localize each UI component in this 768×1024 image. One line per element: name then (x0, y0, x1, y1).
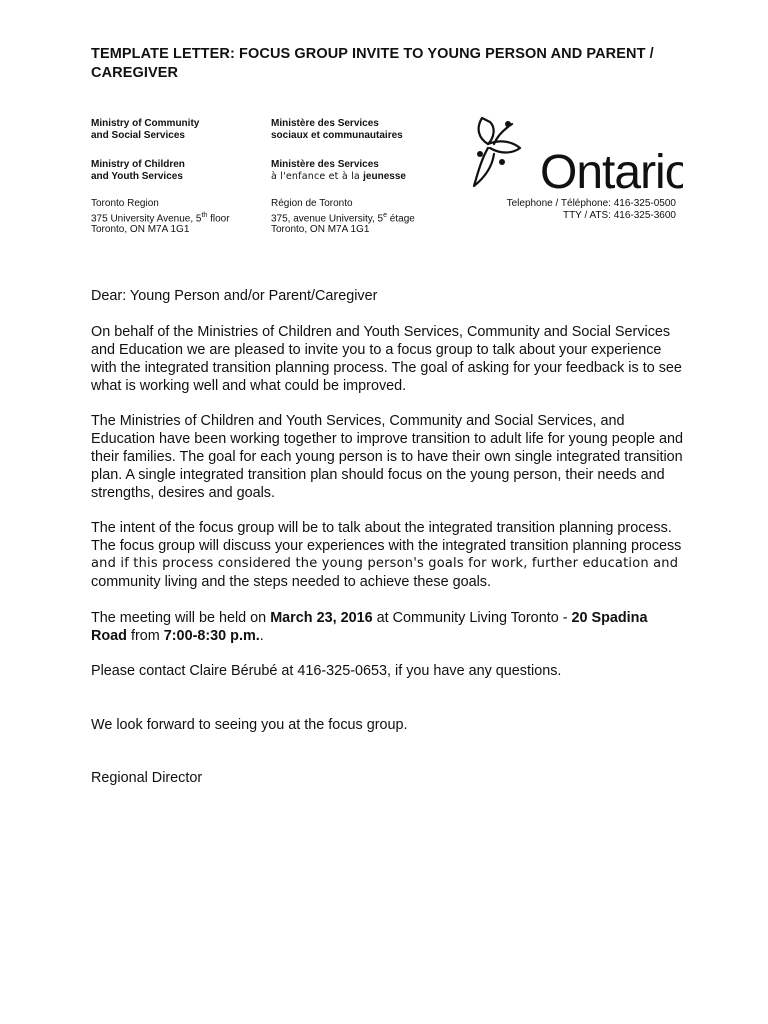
salutation: Dear: Young Person and/or Parent/Caregiver (91, 288, 378, 304)
ministry-children-youth-fr: Ministère des Services à l'enfance et à la jeunesse (271, 159, 406, 182)
ministry-community-social-fr: Ministère des Services sociaux et communautaires (271, 118, 403, 141)
signature: Regional Director (91, 770, 203, 786)
ontario-logo (468, 114, 683, 194)
paragraph-intent: The intent of the focus group will be to talk about the integrated transition planning process. The focus group will discuss your experiences with the integrated transition planning process and if this process considered the young person's goals for work, further education and community living and the steps needed to achieve these goals. (91, 520, 682, 590)
ministry-community-social-en: Ministry of Community and Social Services (91, 118, 200, 141)
paragraph-closing: We look forward to seeing you at the focus group. (91, 717, 408, 733)
ontario-wordmark: Ontario (540, 146, 683, 194)
ministry-children-youth-en: Ministry of Children and Youth Services (91, 159, 185, 182)
paragraph-background: The Ministries of Children and Youth Services, Community and Social Services, and Education have been working together to improve transition to adult life for young people and their families. The goal for each young person is to have their own single integrated transition plan. A single integrated transition plan should focus on the young person, their needs and strengths, desires and goals. (91, 413, 683, 501)
meeting-date: March 23, 2016 (270, 610, 373, 626)
document-title (91, 45, 691, 83)
address-en: Toronto Region 375 University Avenue, 5th floor Toronto, ON M7A 1G1 (91, 198, 230, 236)
title-line: TEMPLATE LETTER: FOCUS GROUP INVITE TO YOUNG PERSON AND PARENT / (91, 46, 654, 62)
trillium-icon (468, 114, 683, 194)
meeting-time: 7:00-8:30 p.m. (163, 628, 260, 644)
address-fr: Région de Toronto 375, avenue University, 5e étage Toronto, ON M7A 1G1 (271, 198, 415, 236)
meeting-address: 20 Spadina (571, 610, 648, 626)
title-line: CAREGIVER (91, 65, 179, 81)
paragraph-meeting: The meeting will be held on March 23, 2016 at Community Living Toronto - 20 Spadina Road from 7:00-8:30 p.m.. (91, 610, 648, 644)
paragraph-invitation: On behalf of the Ministries of Children and Youth Services, Community and Social Services and Education we are pleased to invite you to a focus group to talk about your experience with the integrated transition planning process. The goal of asking for your feedback is to see what is working well and what could be improved. (91, 324, 682, 394)
paragraph-contact: Please contact Claire Bérubé at 416-325-0653, if you have any questions. (91, 663, 562, 679)
phone-block: Telephone / Téléphone: 416-325-0500 TTY / ATS: 416-325-3600 (506, 198, 676, 221)
